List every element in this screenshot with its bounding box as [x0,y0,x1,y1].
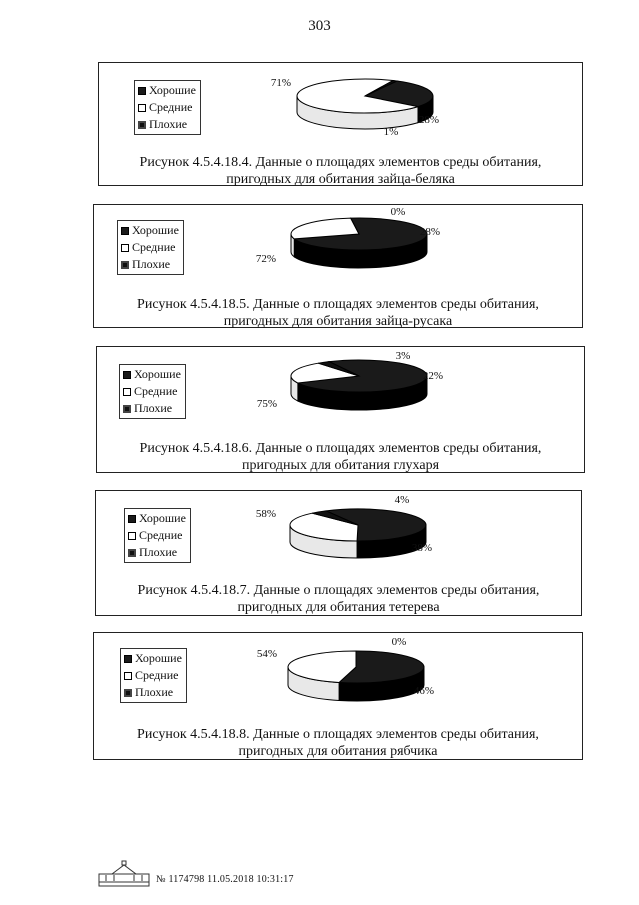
caption-line-2: пригодных для обитания зайца-беляка [226,172,455,187]
document-number: № 1174798 11.05.2018 10:31:17 [156,874,294,885]
pie-label-good: 54% [256,648,278,660]
caption-line-2: пригодных для обитания тетерева [237,600,440,615]
pie-label-good: 58% [255,508,277,520]
legend-label-good: Хорошие [135,651,182,665]
legend-label-medium: Средние [134,384,178,398]
figure-caption [99,154,582,188]
legend-label-bad: Плохие [149,117,188,131]
pie-label-bad: 4% [394,494,410,506]
caption-line-1: Рисунок 4.5.4.18.8. Данные о площадях элементов среды обитания, [137,727,539,742]
caption-line-2: пригодных для обитания рябчика [238,744,438,759]
figure-4 [95,490,582,616]
pie-label-bad: 0% [391,636,407,648]
caption-line-2: пригодных для обитания глухаря [241,458,440,473]
legend-label-medium: Средние [149,100,193,114]
legend-label-medium: Средние [135,668,179,682]
footer [98,858,294,888]
caption-line-1: Рисунок 4.5.4.18.6. Данные о площадях элементов среды обитания, [139,441,542,456]
legend-label-bad: Плохие [134,401,173,415]
legend-label-good: Хорошие [149,83,196,97]
legend-label-bad: Плохие [135,685,174,699]
figure-3 [96,346,585,473]
pie-label-medium: 71% [270,77,292,89]
legend-label-bad: Плохие [139,545,178,559]
pie-label-medium: 28% [419,226,441,238]
legend-label-good: Хорошие [134,367,181,381]
figure-caption [94,726,582,760]
legend-label-good: Хорошие [132,223,179,237]
caption-line-2: пригодных для обитания зайца-русака [223,314,453,329]
pie-label-good: 28% [418,114,440,126]
caption-line-1: Рисунок 4.5.4.18.5. Данные о площадях элементов среды обитания, [137,297,539,312]
caption-line-1: Рисунок 4.5.4.18.4. Данные о площадях элементов среды обитания, [139,155,542,170]
page-number: 303 [308,18,331,34]
legend-label-bad: Плохие [132,257,171,271]
figure-caption [96,582,581,616]
figure-5 [93,632,583,760]
pie-label-bad: 0% [390,206,406,218]
figure-caption [97,440,584,474]
pie-label-medium: 38% [411,542,433,554]
figure-2 [93,204,583,328]
pie-label-good: 72% [255,253,277,265]
pie-label-bad: 3% [395,350,411,362]
legend-label-medium: Средние [139,528,183,542]
pie-label-medium: 22% [422,370,444,382]
legend-label-good: Хорошие [139,511,186,525]
figure-1 [98,62,583,186]
pie-label-good: 75% [256,398,278,410]
legend-label-medium: Средние [132,240,176,254]
building-logo-icon [98,860,150,888]
caption-line-1: Рисунок 4.5.4.18.7. Данные о площадях элементов среды обитания, [137,583,540,598]
pie-label-medium: 46% [413,685,435,697]
figure-caption [94,296,582,330]
pie-label-bad: 1% [383,126,399,138]
